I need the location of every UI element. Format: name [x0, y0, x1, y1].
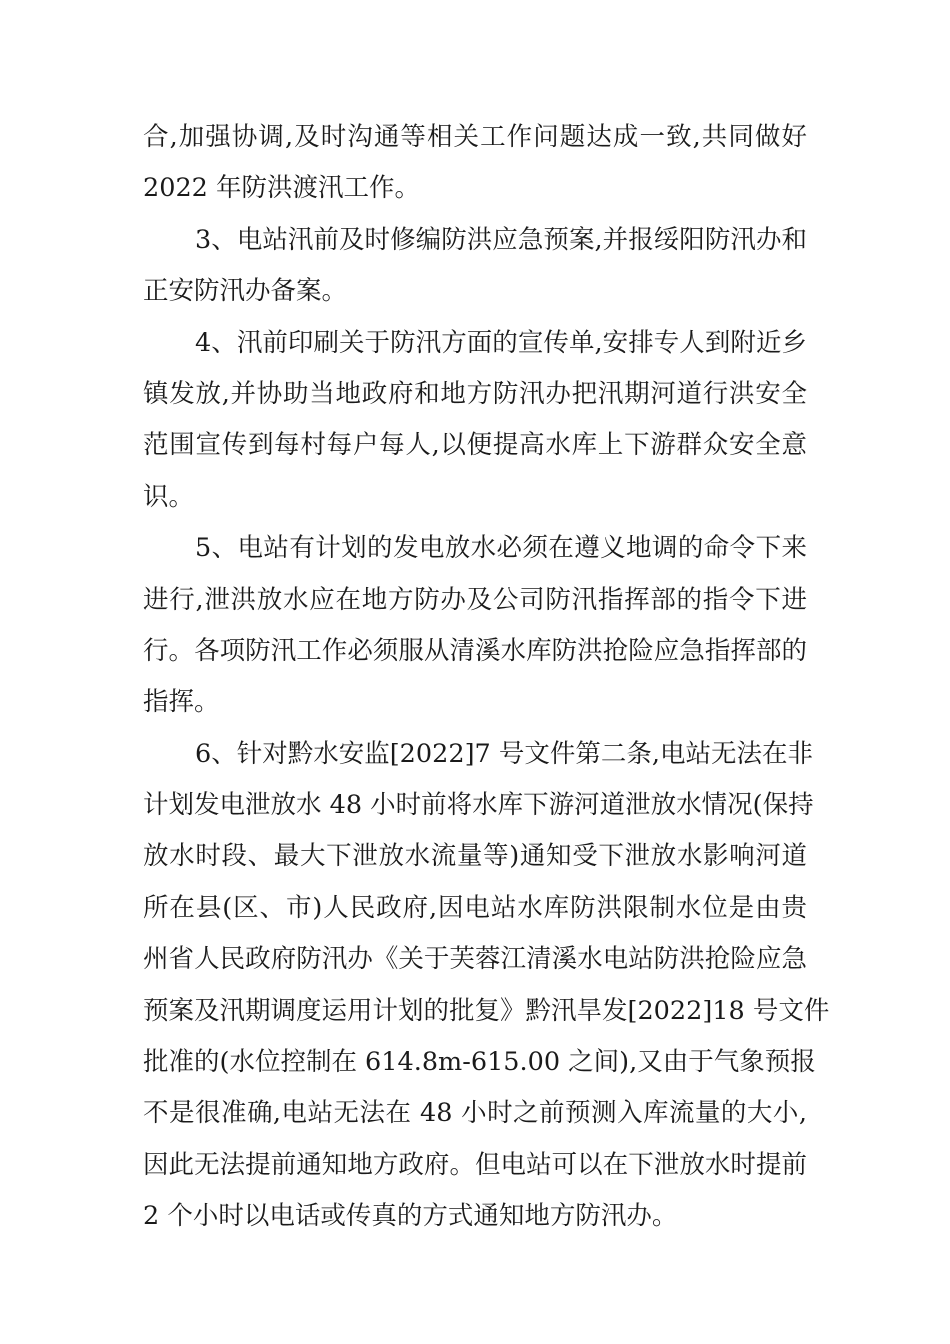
text-line: 指挥。: [143, 687, 220, 718]
text-line: 正安防汛办备案。: [143, 276, 348, 307]
text-line: 因此无法提前通知地方政府。但电站可以在下泄放水时提前: [143, 1149, 807, 1180]
text-line: 行。各项防汛工作必须服从清溪水库防洪抢险应急指挥部的: [143, 635, 807, 666]
text-line: 合,加强协调,及时沟通等相关工作问题达成一致,共同做好: [143, 122, 807, 152]
text-line: 州省人民政府防汛办《关于芙蓉江清溪水电站防洪抢险应急: [143, 944, 807, 975]
text-line: 不是很准确,电站无法在 48 小时之前预测入库流量的大小,: [143, 1098, 807, 1129]
paragraph-3-line: 3、电站汛前及时修编防洪应急预案,并报绥阳防汛办和: [195, 224, 807, 255]
text-line: 放水时段、最大下泄放水流量等)通知受下泄放水影响河道: [143, 841, 807, 872]
text-line: 所在县(区、市)人民政府,因电站水库防洪限制水位是由贵: [143, 892, 807, 923]
text-line: 识。: [143, 481, 195, 512]
document-page: [143, 112, 830, 1243]
paragraph-6-line: 6、针对黔水安监[2022]7 号文件第二条,电站无法在非: [195, 738, 813, 769]
text-line: 进行,泄洪放水应在地方防办及公司防汛指挥部的指令下进: [143, 584, 807, 615]
paragraph-5-line: 5、电站有计划的发电放水必须在遵义地调的命令下来: [195, 533, 807, 564]
text-line: 2 个小时以电话或传真的方式通知地方防汛办。: [143, 1201, 678, 1232]
text-line: 范围宣传到每村每户每人,以便提高水库上下游群众安全意: [143, 430, 807, 461]
text-line: 计划发电泄放水 48 小时前将水库下游河道泄放水情况(保持: [143, 790, 814, 821]
text-line: 2022 年防洪渡汛工作。: [143, 173, 421, 204]
text-line: 镇发放,并协助当地政府和地方防汛办把汛期河道行洪安全: [143, 378, 807, 409]
text-line: 批准的(水位控制在 614.8m-615.00 之间),又由于气象预报: [143, 1047, 816, 1078]
paragraph-4-line: 4、汛前印刷关于防汛方面的宣传单,安排专人到附近乡: [195, 327, 807, 358]
text-line: 预案及汛期调度运用计划的批复》黔汛旱发[2022]18 号文件: [143, 995, 830, 1026]
